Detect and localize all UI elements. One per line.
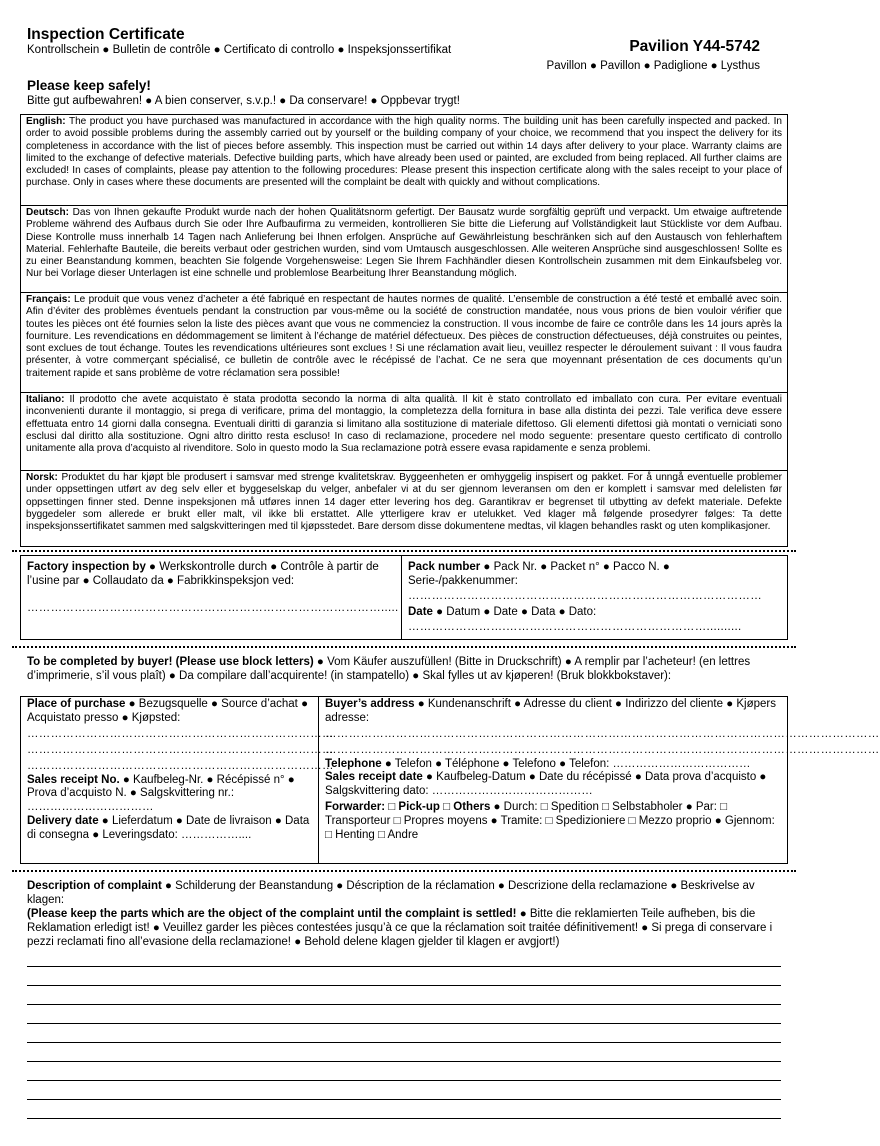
lang-section-francais <box>21 293 787 393</box>
complaint-translations: ● Schilderung der Beanstandung ● Déscription de la réclamation ● Descrizione della reclamazione ● Beskrivelse av klagen: <box>27 880 755 906</box>
complaint-line[interactable] <box>27 985 781 986</box>
certificate-subtitle: Kontrollschein ● Bulletin de contrôle ● Certificato di controllo ● Inspeksjonssertifikat <box>27 44 452 56</box>
factory-inspection-translations: ● Werkskontrolle durch ● Contrôle à partir de l’usine par ● Collaudato da ● Fabrikkinspeksjon ved: <box>27 561 379 587</box>
complaint-line[interactable] <box>27 1118 781 1119</box>
place-of-purchase-translations: ● Bezugsquelle ● Source d’achat ● Acquistato presso ● Kjøpsted: <box>27 698 309 724</box>
lang-section-norsk <box>21 471 787 547</box>
complaint-line[interactable] <box>27 1099 781 1100</box>
lang-label: Deutsch: <box>26 207 69 218</box>
buyer-right-column <box>319 697 880 863</box>
pack-number-field[interactable] <box>402 556 787 639</box>
complaint-line[interactable] <box>27 1080 781 1081</box>
keep-safely-subtitle: Bitte gut aufbewahren! ● A bien conserver, s.v.p.! ● Da conservare! ● Oppbevar trygt! <box>27 95 460 107</box>
date-translations: ● Datum ● Date ● Data ● Dato: <box>432 605 597 618</box>
sales-receipt-date-label: Sales receipt date <box>325 771 423 784</box>
factory-inspection-box <box>20 555 788 640</box>
telephone-field[interactable] <box>325 758 781 772</box>
keep-parts-notice: (Please keep the parts which are the object of the complaint until the complaint is settled! <box>27 908 517 920</box>
lang-label: English: <box>26 116 66 127</box>
complaint-line[interactable] <box>27 966 781 967</box>
lang-label: Français: <box>26 294 71 305</box>
lang-section-english <box>21 115 787 206</box>
lang-label: Norsk: <box>26 472 58 483</box>
dotted-separator <box>12 870 796 872</box>
buyer-address-label: Buyer’s address <box>325 698 415 710</box>
complaint-line[interactable] <box>27 1042 781 1043</box>
sales-receipt-no-field[interactable] <box>27 774 312 815</box>
sales-receipt-no-translations: ● Kaufbeleg-Nr. ● Récépissé n° ● Prova d’acquisto N. ● Salgskvittering nr.: …………………………… <box>27 773 295 814</box>
buyer-address-translations: ● Kundenanschrift ● Adresse du client ● Indirizzo del cliente ● Kjøpers adresse: <box>325 698 776 724</box>
complaint-label: Description of complaint <box>27 880 162 892</box>
factory-inspection-label: Factory inspection by <box>27 561 146 573</box>
complaint-line[interactable] <box>27 1023 781 1024</box>
place-dots: …………………………………………………………………… <box>27 727 334 740</box>
buyer-address-field[interactable] <box>325 698 781 726</box>
complaint-line[interactable] <box>27 1004 781 1005</box>
telephone-translations: ● Telefon ● Téléphone ● Telefono ● Telefon: ……………………………… <box>381 757 751 770</box>
lang-section-italiano <box>21 393 787 471</box>
place-dots: …………………………………………………………………… <box>27 759 334 772</box>
product-subtitle: Pavillon ● Pavillon ● Padiglione ● Lysthus <box>546 60 760 72</box>
pack-number-dots: ……………………………………………………………………………… <box>408 590 762 602</box>
factory-inspection-field[interactable] <box>21 556 402 639</box>
keep-parts-translations: ● Bitte die reklamierten Teile aufheben, bis die Reklamation erledigt ist! ● Veuillez garder les pièces contestées jusqu’à ce que la réclamation soit traitée définitivement! ● Si prega di conservare i pezzi reclamati fino all’evasione della reclamazione! ● Behold delene klagen gjelder til klagen er avgjort!) <box>27 908 773 948</box>
forwarder-translations: ● Durch: □ Spedition □ Selbstabholer ● Par: □ Transporteur □ Propres moyens ● Tramite: □ Spedizioniere □ Mezzo proprio ● Gjennom: □ Henting □ Andre <box>325 800 775 841</box>
date-field[interactable] <box>408 606 781 620</box>
lang-text: The product you have purchased was manufactured in accordance with the high quality norms. The building unit has been carefully inspected and packed. In order to avoid possible problems during the assembly carried out by yourself or the building company of your choice, we recommend that you inspect the delivery for its completeness in accordance with the list of pieces before assembly. This inspection must be carried out within 14 days after delivery to your place. Warranty claims are limited to the exchange of defective materials. Defective building parts, which have already been used or painted, are excluded from being replaced. All further claims are excluded! In cases of complaints, please pay attention to the following procedures: Please present this inspection certificate along with the sales receipt to your place of purchase. Only in cases where these documents are presented will the complaint be dealt with quickly and without complications. <box>26 116 782 189</box>
forwarder-field[interactable] <box>325 801 781 842</box>
place-dots: …………………………………………………………………… <box>27 743 334 756</box>
buyer-left-column <box>21 697 334 863</box>
pack-number-label: Pack number <box>408 561 481 573</box>
complaint-line[interactable] <box>27 1061 781 1062</box>
lang-section-deutsch <box>21 206 787 293</box>
lang-text: Das von Ihnen gekaufte Produkt wurde nach der hohen Qualitätsnorm gefertigt. Der Bausatz wurde sorgfältig geprüft und verpackt. Um etwaige auftretende Probleme während des Aufbaus durch Sie oder Ihre Aufbaufirma zu vermeiden, kontrollieren Sie bitte die Lieferung auf Vollständigkeit laut Stückliste vor dem Aufbau. Diese Kontrolle muss innerhalb 14 Tagen nach Anlieferung bei Ihnen erfolgen. Ansprüche auf Gewährleistung beschränken sich auf den Austausch von fehlerhaftem Material. Fehlerhafte Bauteile, die bereits verbaut oder gestrichen wurden, sind vom Umtausch ausgeschlossen. Alle weiteren Ansprüche sind ausgeschlossen! Sollte es zu einer Beanstandung kommen, beachten Sie folgende Vorgehensweise: Legen Sie Ihrem Fachhändler diesen Kontrollschein zusammen mit dem Einkaufsbeleg vor. Nur bei Vorlage dieser Unterlagen ist eine schnelle und problemlose Bearbeitung Ihrer Beanstandung möglich. <box>26 207 782 280</box>
delivery-date-field[interactable] <box>27 815 312 843</box>
telephone-label: Telephone <box>325 757 382 770</box>
dotted-separator <box>12 550 796 552</box>
lang-text: Il prodotto che avete acquistato è stata prodotta secondo la norma di alta qualità. Il kit è stato controllato ed imballato con cura. Per evitare eventuali inconvenienti durante il montaggio, si prega di verificare, prima del montaggio, la completezza della fornitura in base alla distinta dei pezzi. Tale verifica deve essere effettuata entro 14 giorni dalla consegna. Eventuali diritti di garanzia si limitano alla sostituzione di materiale difettoso. Gli elementi difettosi già montati o verniciati sono esclusi dal diritto alla sostituzione. Ogni altro diritto resta escluso! In caso di reclamazione, procedere nel modo seguente: presentare questo certificato di controllo unitamente alla prova d’acquisto al rivenditore. Solo in questo modo la Sua reclamazione potrà essere evasa rapidamente e senza problemi. <box>26 394 782 455</box>
lang-text: Le produit que vous venez d’acheter a été fabriqué en respectant de hautes normes de qualité. L’ensemble de construction a été testé et emballé avec soin. Afin d’éviter des problèmes éventuels pendant la construction par vous-même ou la société de construction mandatée, nous vous prions de bien vouloir vérifier que toutes les pièces ont été fournies selon la liste des pièces avant que vous ne commenciez la construction. Il vous incombe de faire ce contrôle dans les 14 jours après la fourniture. Les revendications en dédommagement se limitent à l’échange de matériel défectueux. Des pièces de construction défectueuses, déjà construites ou peintes, sont exclues de tout échange. Toutes les revendications ultérieures sont exclues ! Si une réclamation avait lieu, veuillez respecter le déroulement suivant : Il vous faudra présenter, à votre commerçant spécialisé, ce bulletin de contrôle avec le récépissé de l’achat. Ce ne sera que moyennant présentation de ces documents qu’un traitement rapide et sans problème de votre réclamation sera possible! <box>26 294 782 379</box>
date-dots: …………………….…………………………………………….......... <box>408 621 742 633</box>
lang-label: Italiano: <box>26 394 65 405</box>
delivery-date-label: Delivery date <box>27 814 99 827</box>
buyer-heading <box>27 655 784 683</box>
product-code: Pavilion Y44-5742 <box>629 38 760 55</box>
keep-safely-title: Please keep safely! <box>27 78 151 93</box>
date-label: Date <box>408 605 433 618</box>
place-of-purchase-label: Place of purchase <box>27 698 126 710</box>
factory-inspection-dots: ………………………………………………………………………………..... <box>27 602 399 614</box>
pack-number-translations: ● Pack Nr. ● Packet n° ● Pacco N. ● Serie-/pakkenummer: <box>408 561 670 587</box>
address-dots: …………………………………………………………………………………………………………………………… <box>325 743 880 756</box>
dotted-separator <box>12 646 796 648</box>
certificate-title: Inspection Certificate <box>27 26 185 43</box>
address-dots: …………………………………………………………………………………………………………………………… <box>325 727 880 740</box>
place-of-purchase-field[interactable] <box>27 698 312 726</box>
complaint-heading <box>27 879 784 949</box>
language-sections <box>20 114 788 547</box>
sales-receipt-no-label: Sales receipt No. <box>27 773 120 786</box>
delivery-date-translations: ● Lieferdatum ● Date de livraison ● Data di consegna ● Leveringsdato: …………….... <box>27 814 310 841</box>
sales-receipt-date-translations: ● Kaufbeleg-Datum ● Date du récépissé ● Data prova d’acquisto ● Salgskvittering dato: …………………………………… <box>325 771 767 798</box>
buyer-heading-translations: ● Vom Käufer auszufüllen! (Bitte in Druckschrift) ● A remplir par l’acheteur! (en lettres d’imprimerie, s’il vous plaît) ● Da compilare dall’acquirente! (in stampatello) ● Skal fylles ut av kjøperen! (Bruk blokkbokstaver): <box>27 656 751 682</box>
sales-receipt-date-field[interactable] <box>325 771 781 799</box>
forwarder-label: Forwarder: □ Pick-up □ Others <box>325 800 491 813</box>
buyer-heading-bold: To be completed by buyer! (Please use block letters) <box>27 656 314 668</box>
buyer-info-box <box>20 696 880 864</box>
lang-text: Produktet du har kjøpt ble produsert i samsvar med strenge kvalitetskrav. Byggeenheten er omhyggelig inspisert og pakket. For å unngå eventuelle problemer under oppsettingen utført av deg selv eller et byggeselskap du velger, anbefaler vi at du ser gjennom leveransen om den er komplett i samsvar med delelisten før oppsettingen finner sted. Denne inspeksjonen må utføres innen 14 dager etter levering hos deg. Garantikrav er begrenset til utbytting av defekt materiale. Defekte byggedeler som allerede er brukt eller malt, vil ikke bli erstattet. Alle ytterligere krav er utelukket. Ved klager må følgende prosedyrer følges: Ta dette inspeksjonssertifikatet sammen med salgskvitteringen med til kjøpsstedet. Bare dersom disse dokumentene medtas, vil klagen behandles raskt og uten komplikasjoner. <box>26 472 782 533</box>
